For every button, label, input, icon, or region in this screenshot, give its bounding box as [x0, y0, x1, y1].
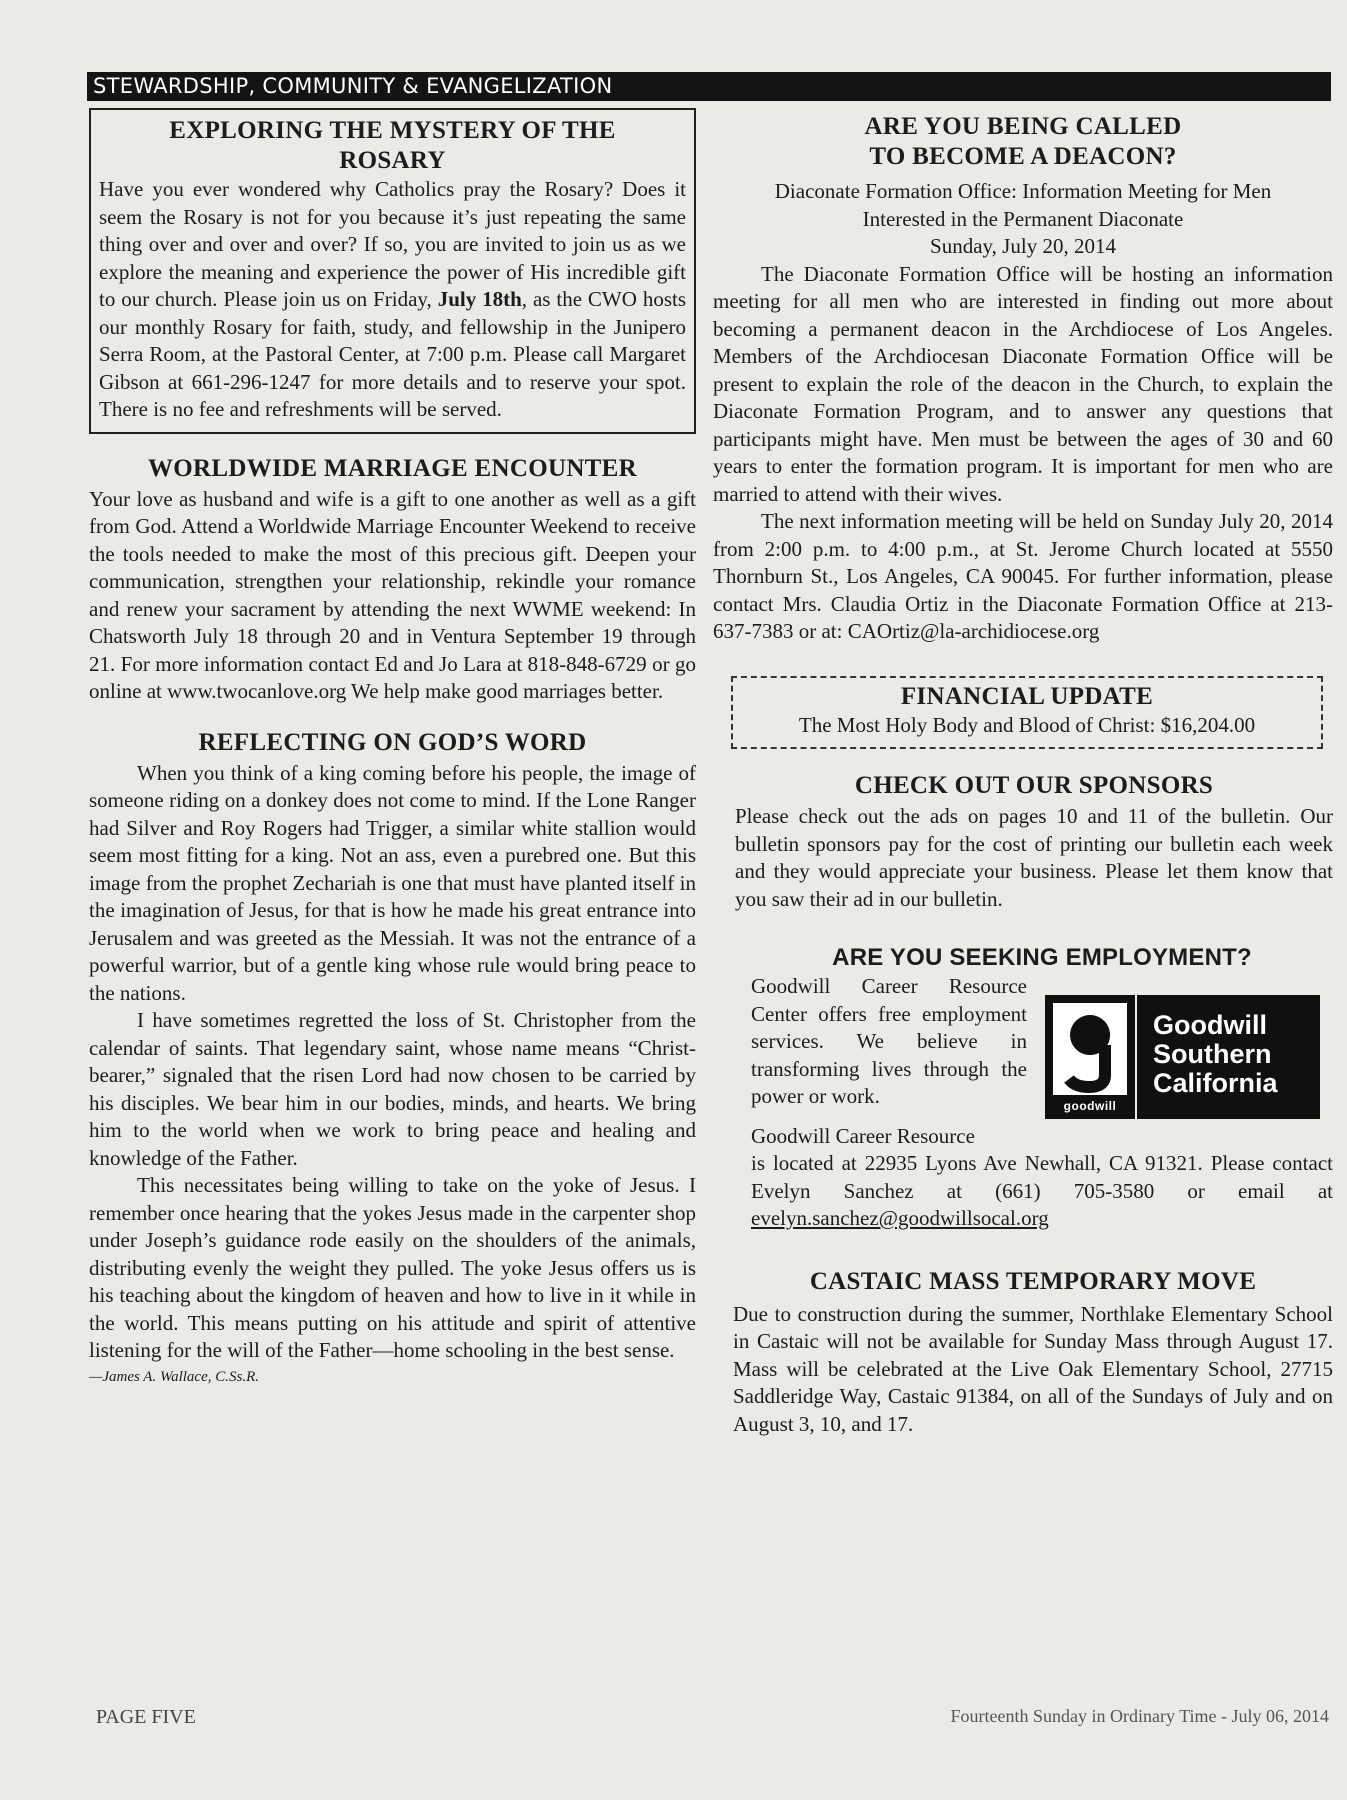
deacon-subtitle-1: Diaconate Formation Office: Information Meeting for Men — [774, 179, 1272, 203]
sponsors-title: CHECK OUT OUR SPONSORS — [854, 772, 1214, 799]
section-header-bar — [87, 72, 1331, 101]
financial-update-line: The Most Holy Body and Blood of Christ: $16,204.00 — [798, 712, 1256, 737]
rosary-article — [89, 108, 696, 434]
financial-update-box — [731, 676, 1323, 750]
deacon-title-line-2: TO BECOME A DEACON? — [869, 143, 1177, 170]
employment-location — [751, 1150, 1333, 1233]
employment-location-text: is located at 22935 Lyons Ave Newhall, CA 91321. Please contact Evelyn Sanchez at (661) 705-3580 or email at — [751, 1151, 1333, 1203]
marriage-title: WORLDWIDE MARRIAGE ENCOUNTER — [148, 454, 637, 482]
goodwill-logo-word: goodwill — [1063, 1099, 1117, 1113]
employment-intro-block — [751, 973, 1333, 1111]
deacon-subtitle-3: Sunday, July 20, 2014 — [930, 234, 1116, 258]
marriage-article — [89, 454, 696, 706]
gods-word-paragraph-2: I have sometimes regretted the loss of St. Christopher from the calendar of saints. That legendary saint, whose name means “Christ-bearer,” signaled that the risen Lord had now chosen to be carried by his disciples. We bear him in our bodies, minds, and hearts. We bring him to the world when we work to bring peace and healing and knowledge of the Father. — [89, 1008, 696, 1170]
rosary-body — [99, 176, 686, 424]
goodwill-logo-line-1: Goodwill — [1153, 1010, 1267, 1040]
gods-word-title: REFLECTING ON GOD’S WORD — [198, 728, 587, 756]
employment-article — [713, 943, 1333, 1233]
goodwill-logo-line-2: Southern — [1153, 1039, 1272, 1069]
employment-intro: Goodwill Career Resource Center offers free employment services. We believe in transforming lives through the power or work. — [751, 974, 1027, 1108]
goodwill-logo-text — [1153, 1011, 1278, 1098]
goodwill-logo-line-3: California — [1153, 1068, 1278, 1098]
employment-email-link[interactable]: evelyn.sanchez@goodwillsocal.org — [751, 1206, 1049, 1230]
deacon-subtitle-2: Interested in the Permanent Diaconate — [862, 206, 1184, 231]
bulletin-date: Fourteenth Sunday in Ordinary Time - July 06, 2014 — [950, 1706, 1329, 1726]
employment-location-heading: Goodwill Career Resource — [751, 1123, 975, 1148]
left-column — [89, 108, 696, 1387]
employment-title: ARE YOU SEEKING EMPLOYMENT? — [832, 944, 1252, 971]
rosary-body-text: Have you ever wondered why Catholics pray the Rosary? Does it seem the Rosary is not for you because it’s just repeating the same thing over and over and over? If so, you are invited to join us as we explore the meaning and experience the power of His incredible gift to our church. Please join us on Friday, — [99, 177, 686, 311]
rosary-date: July 18th — [437, 287, 522, 311]
castaic-title: CASTAIC MASS TEMPORARY MOVE — [809, 1267, 1257, 1295]
goodwill-logo — [1045, 995, 1320, 1119]
gods-word-paragraph-3: This necessitates being willing to take on the yoke of Jesus. I remember once hearing that the yokes Jesus made in the carpenter shop under Joseph’s guidance rode easily on the shoulders of the animals, distributing evenly the weight they pulled. The yoke Jesus offers us is his teaching about the kingdom of heaven and how to live in it while in the world. This means putting on his attitude and spirit of attentive listening for the will of the Father—home schooling in the best sense. — [89, 1173, 696, 1362]
deacon-title-line-1: ARE YOU BEING CALLED — [864, 113, 1182, 140]
gods-word-article — [89, 728, 696, 1387]
financial-update-title: FINANCIAL UPDATE — [900, 682, 1154, 710]
castaic-article — [713, 1267, 1333, 1439]
castaic-body: Due to construction during the summer, Northlake Elementary School in Castaic will not be available for Sunday Mass through August 17. Mass will be celebrated at the Live Oak Elementary School, 27715 Saddleridge Way, Castaic 91384, on all of the Sundays of July and on August 3, 10, and 17. — [733, 1301, 1333, 1436]
deacon-paragraph-2: The next information meeting will be held on Sunday July 20, 2014 from 2:00 p.m. to 4:00 p.m., at St. Jerome Church located at 5550 Thornburn St., Los Angeles, CA 90045. For further information, please contact Mrs. Claudia Ortiz in the Diaconate Formation Office at 213-637-7383 or at: CAOrtiz@la-archidiocese.org — [713, 509, 1333, 643]
marriage-body: Your love as husband and wife is a gift to one another as well as a gift from God. Attend a Worldwide Marriage Encounter Weekend to receive the tools needed to make the most of this precious gift. Deepen your communication, strengthen your relationship, rekindle your romance and renew your sacrament by attending the next WWME weekend: In Chatsworth July 18 through 20 and in Ventura September 19 through 21. For more information contact Ed and Jo Lara at 818-848-6729 or go online at www.twocanlove.org We help make good marriages better. — [89, 486, 696, 703]
rosary-body-text-2: , as the CWO hosts our monthly Rosary for faith, study, and fellowship in the Junipero Serra Room, at the Pastoral Center, at 7:00 p.m. Please call Margaret Gibson at 661-296-1247 for more details and to reserve your spot. There is no fee and refreshments will be served. — [99, 287, 687, 421]
gods-word-signature: —James A. Wallace, C.Ss.R. — [89, 1368, 259, 1385]
sponsors-article — [713, 771, 1333, 913]
section-header-title: STEWARDSHIP, COMMUNITY & EVANGELIZATION — [93, 74, 613, 98]
right-column — [713, 108, 1333, 1438]
goodwill-smiling-g-icon — [1045, 995, 1137, 1119]
sponsors-body: Please check out the ads on pages 10 and 11 of the bulletin. Our bulletin sponsors pay for the cost of printing our bulletin each week and they would appreciate your business. Please let them know that you saw their ad in our bulletin. — [735, 804, 1333, 911]
rosary-title: EXPLORING THE MYSTERY OF THE ROSARY — [169, 117, 616, 174]
page-number: PAGE FIVE — [96, 1706, 196, 1728]
deacon-paragraph-1: The Diaconate Formation Office will be hosting an information meeting for all men who are interested in finding out more about becoming a permanent deacon in the Archdiocese of Los Angeles. Members of the Archdiocesan Diaconate Formation Office will be present to explain the role of the deacon in the Church, to explain the Diaconate Formation Program, and to answer any questions that participants might have. Men must be between the ages of 30 and 60 years to enter the formation program. It is important for men who are married to attend with their wives. — [713, 261, 1333, 506]
deacon-article — [713, 112, 1333, 646]
gods-word-paragraph-1: When you think of a king coming before his people, the image of someone riding on a donkey does not come to mind. If the Lone Ranger had Silver and Roy Rogers had Trigger, a similar white stallion would seem most fitting for a king. Not an ass, even a purebred one. But this image from the prophet Zechariah is one that must have planted itself in the imagination of Jesus, for that is how he made his great entrance into Jerusalem and was greeted as the Messiah. It was not the entrance of a powerful warrior, but of a gentle king whose rule would bring peace to the nations. — [89, 760, 696, 1005]
